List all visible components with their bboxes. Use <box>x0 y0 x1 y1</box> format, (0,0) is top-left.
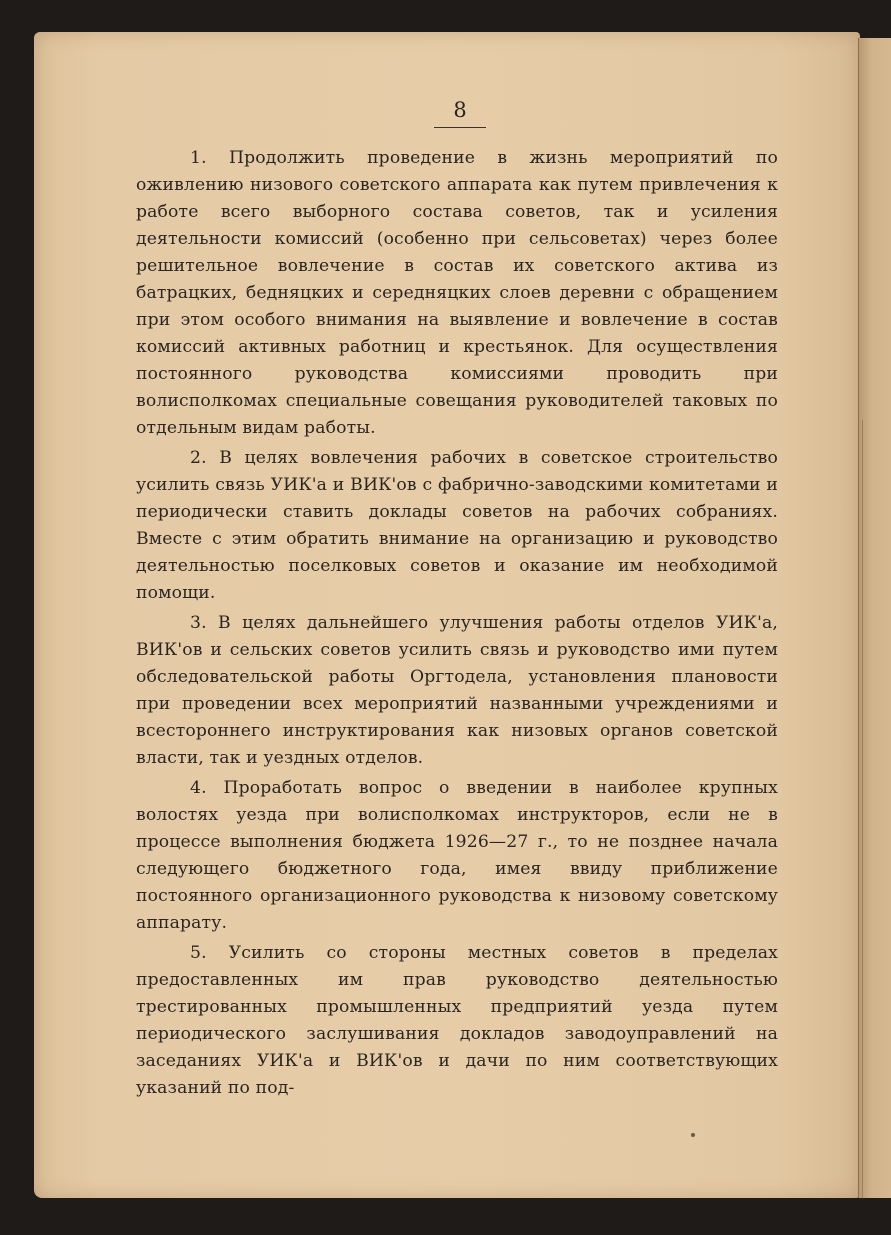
body-text <box>136 145 778 1105</box>
page-number: 8 <box>453 98 467 122</box>
adjacent-page-fold <box>862 420 891 1200</box>
paragraph-3: 3. В целях дальнейшего улучшения работы отделов УИК'а, ВИК'ов и сельских советов усилить связь и руководство ими путем обследовательской работы Оргтодела, установления плановости при проведении всех мероприятий названными учреждениями и всестороннего инструктирования как низовых органов советской власти, так и уездных отделов. <box>136 613 778 768</box>
paper-speck <box>691 1133 695 1137</box>
paragraph-4: 4. Проработать вопрос о введении в наиболее крупных волостях уезда при волисполкомах инструкторов, если не в процессе выполнения бюджета 1926—27 г., то не позднее начала следующего бюджетного года, имея ввиду приближение постоянного организационного руководства к низовому советскому аппарату. <box>136 778 778 933</box>
paragraph-1: 1. Продолжить проведение в жизнь мероприятий по оживлению низового советского аппарата как путем привлечения к работе всего выборного состава советов, так и усиления деятельности комиссий (особенно при сельсоветах) через более решительное вовлечение в состав их советского актива из батрацких, бедняцких и середняцких слоев деревни с обращением при этом особого внимания на выявление и вовлечение в состав комиссий активных работниц и крестьянок. Для осуществления постоянного руководства комиссиями проводить при волисполкомах специальные совещания руководителей таковых по отдельным видам работы. <box>136 148 778 438</box>
paragraph-2: 2. В целях вовлечения рабочих в советское строительство усилить связь УИК'а и ВИК'ов с фабрично-заводскими комитетами и периодически ставить доклады советов на рабочих собраниях. Вместе с этим обратить внимание на организацию и руководство деятельностью поселковых советов и оказание им необходимой помощи. <box>136 448 778 603</box>
paragraph-5: 5. Усилить со стороны местных советов в пределах предоставленных им прав руководство деятельностью трестированных промышленных предприятий уезда путем периодического заслушивания докладов заводоуправлений на заседаниях УИК'а и ВИК'ов и дачи по ним соответствующих указаний по под- <box>136 943 778 1098</box>
page-number-rule <box>434 127 486 128</box>
